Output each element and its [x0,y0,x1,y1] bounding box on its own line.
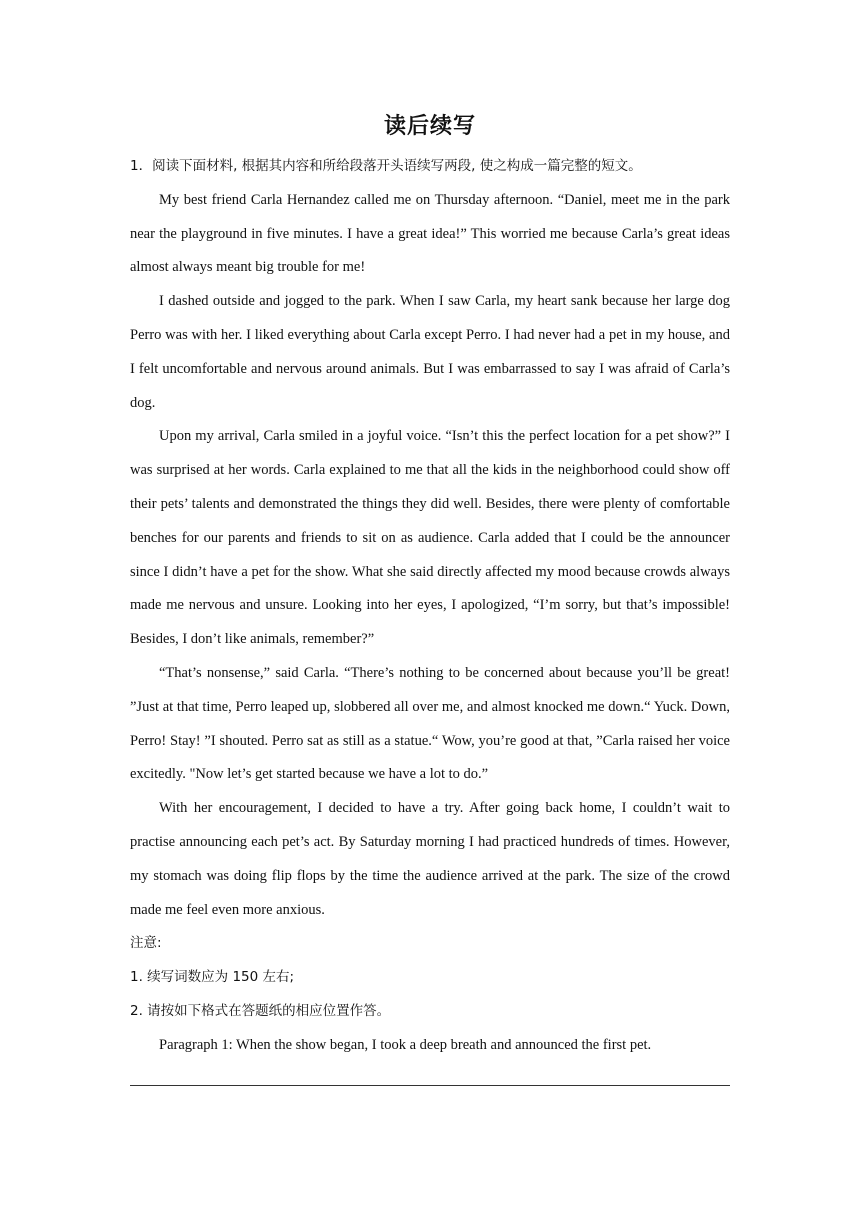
question-instruction: 1．阅读下面材料, 根据其内容和所给段落开头语续写两段, 使之构成一篇完整的短文。 [130,158,642,174]
story-paragraph-3: Upon my arrival, Carla smiled in a joyful voice. “Isn’t this the perfect location for a pet show?” I was surprised at her words. Carla explained to me that all the kids in the neighborhood could show off their pets’ talents and demonstrated the things they did well. Besides, there were plenty of comfortable benches for our parents and friends to sit on as audience. Carla added that I could be the announcer since I didn’t have a pet for the show. What she said directly affected my mood because crowds always made me nervous and unsure. Looking into her eyes, I apologized, “I’m sorry, but that’s impossible! Besides, I don’t like animals, remember?” [130,428,730,648]
story-text [130,184,730,928]
notes-heading: 注意: [130,935,162,952]
story-paragraph-5: With her encouragement, I decided to have a try. After going back home, I couldn’t wait to practise announcing each pet’s act. By Saturday morning I had practiced hundreds of times. However, my stomach was doing flip flops by the time the audience arrived at the park. The size of the crowd made me feel even more anxious. [130,800,730,918]
story-paragraph-1: My best friend Carla Hernandez called me on Thursday afternoon. “Daniel, meet me in the park near the playground in five minutes. I have a great idea!” This worried me because Carla’s great ideas almost always meant big trouble for me! [130,191,730,276]
story-paragraph-2: I dashed outside and jogged to the park. When I saw Carla, my heart sank because her large dog Perro was with her. I liked everything about Carla except Perro. I had never had a pet in my house, and I felt uncomfortable and nervous around animals. But I was embarrassed to say I was afraid of Carla’s dog. [130,293,730,411]
note-answer-format: 2. 请按如下格式在答题纸的相应位置作答。 [130,1002,391,1019]
answer-line [130,1085,730,1086]
note-word-count: 1. 续写词数应为 150 左右; [130,969,295,986]
story-paragraph-4: “That’s nonsense,” said Carla. “There’s nothing to be concerned about because you’ll be great! ”Just at that time, Perro leaped up, slobbered all over me, and almost knocked me down.“ Yuck. Down, Perro! Stay! ”I shouted. Perro sat as still as a statue.“ Wow, you’re good at that, ”Carla raised her voice excitedly. "Now let’s get started because we have a lot to do.” [130,664,730,783]
paragraph-1-opening: Paragraph 1: When the show began, I took a deep breath and announced the first pet. [159,1036,652,1053]
document-title: 读后续写 [383,114,476,139]
document-page [130,112,730,1086]
